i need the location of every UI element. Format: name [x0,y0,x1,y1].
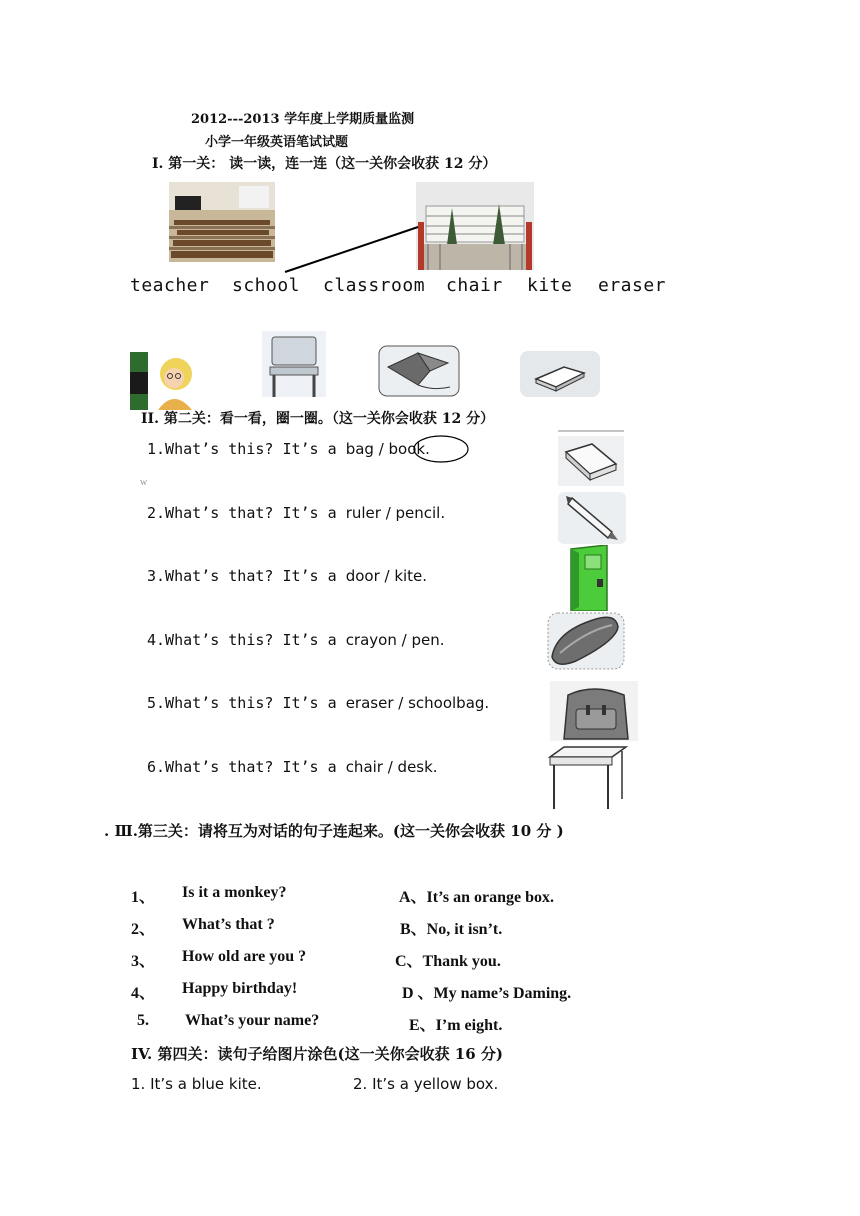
dialog-left-3: How old are you ? [182,948,307,965]
door-icon [567,545,617,611]
question-5: 5.What’s this? It’s a eraser / schoolbag. [147,694,490,712]
pencil-icon [558,492,626,544]
question-1: 1.What’s this? It’s a bag / book. [147,440,430,458]
word-teacher: teacher [130,275,210,296]
word-school: school [232,275,301,296]
dialog-left-1-num: 1、 [131,889,156,906]
word-kite: kite [527,275,573,296]
question-4: 4.What’s this? It’s a crayon / pen. [147,631,445,649]
exam-title: 2012---2013 学年度上学期质量监测 [191,112,415,127]
section-2-heading: II. 第二关：看一看，圈一圈。（这一关你会收获 12 分） [141,411,495,427]
dialog-left-1: Is it a monkey? [182,884,287,901]
classroom-photo [169,182,275,262]
question-6: 6.What’s that? It’s a chair / desk. [147,758,438,776]
section-4-heading: IV. 第四关：读句子给图片涂色(这一关你会收获 16 分) [131,1045,503,1063]
dialog-right-d: D 、My name’s Daming. [402,985,572,1002]
section-1-heading: I. 第一关： 读一读，连一连（这一关你会收获 12 分） [152,156,497,172]
question-3: 3.What’s that? It’s a door / kite. [147,567,428,585]
kite-drawing [378,345,460,397]
sentence-1: 1. It’s a blue kite. [131,1075,262,1093]
dialog-left-2: What’s that ? [182,916,275,933]
connect-line [280,222,420,274]
dialog-right-a: A、It’s an orange box. [399,889,554,906]
dialog-left-4: Happy birthday! [182,980,298,997]
pencil-case-icon [546,611,626,671]
dialog-right-b: B、No, it isn’t. [400,921,503,938]
desk-icon [546,745,628,809]
book-icon [558,430,624,486]
stray-mark: w [140,477,148,488]
eraser-drawing [520,351,600,397]
dialog-right-c: C、Thank you. [395,953,501,970]
word-chair: chair [446,275,503,296]
dialog-left-5-num: 5. [137,1012,149,1029]
dialog-right-e: E、I’m eight. [409,1017,503,1034]
question-2: 2.What’s that? It’s a ruler / pencil. [147,504,446,522]
dialog-left-2-num: 2、 [131,921,156,938]
chair-drawing [262,331,326,397]
dialog-left-5: What’s your name? [185,1012,320,1029]
answer-circle [412,434,470,464]
teacher-cartoon [130,352,206,410]
dialog-left-4-num: 4、 [131,985,156,1002]
sentence-2: 2. It’s a yellow box. [353,1075,499,1093]
schoolbag-icon [550,681,638,741]
section-3-heading: . Ⅲ.第三关：请将互为对话的句子连起来。(这一关你会收获 10 分 ) [104,822,564,840]
school-gate-photo [416,182,534,270]
exam-subtitle: 小学一年级英语笔试试题 [205,135,349,150]
word-classroom: classroom [323,275,426,296]
dialog-left-3-num: 3、 [131,953,156,970]
word-eraser: eraser [598,275,667,296]
